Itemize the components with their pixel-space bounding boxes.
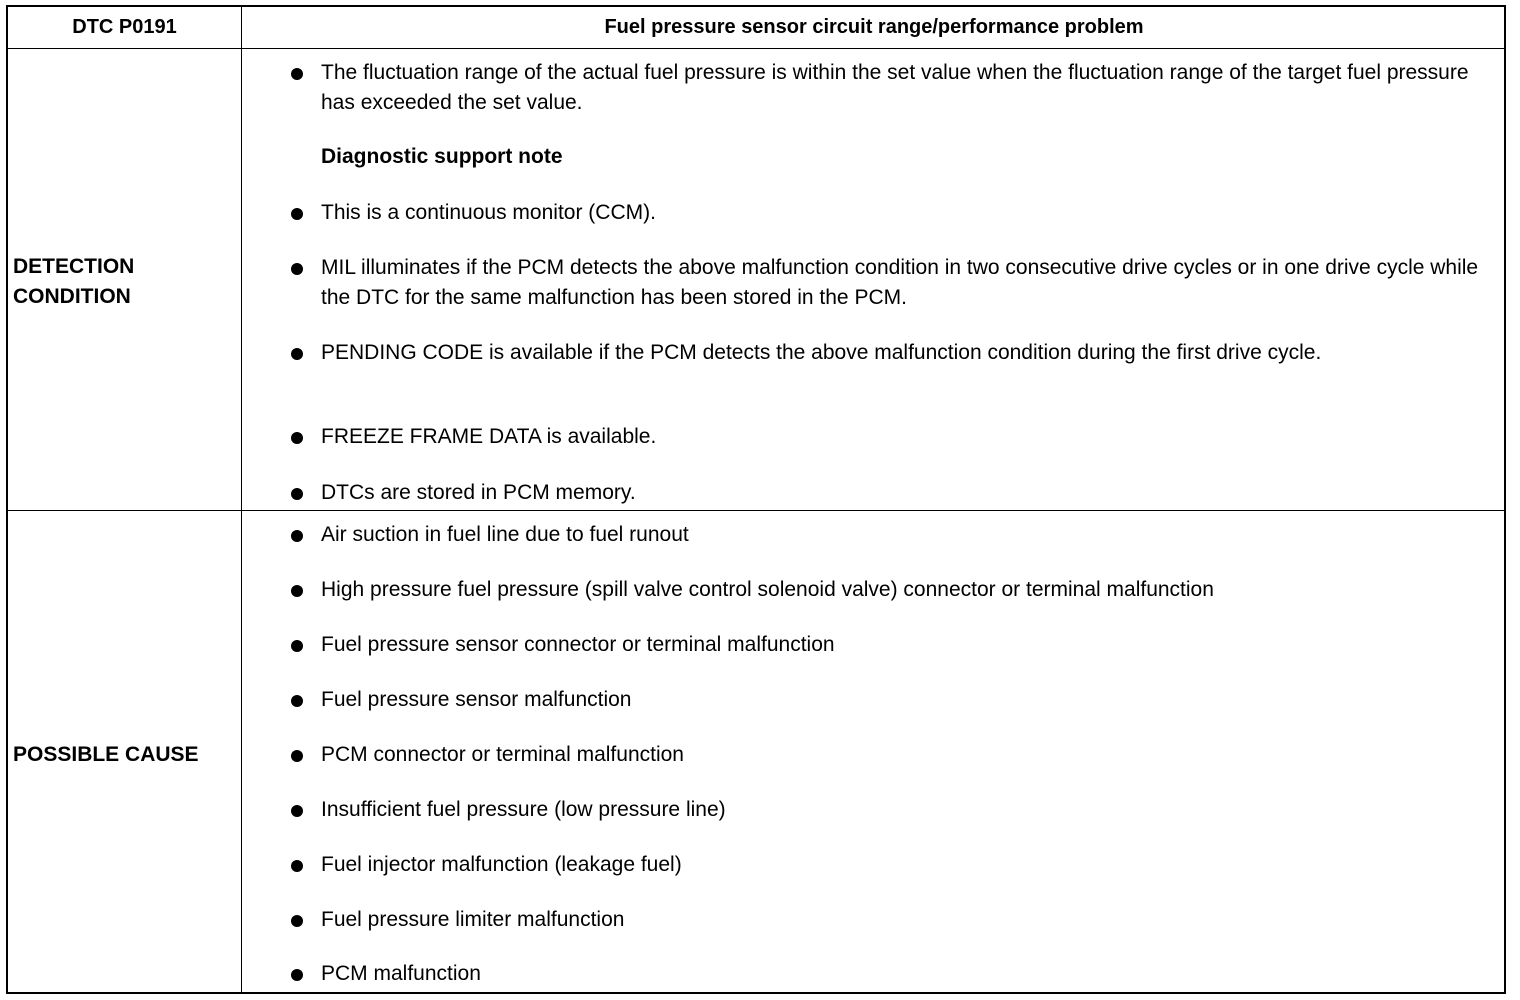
cause-item-text: PCM connector or terminal malfunction [321, 743, 684, 766]
dtc-table [6, 5, 1506, 994]
cause-item [321, 520, 1491, 550]
detection-item-text: FREEZE FRAME DATA is available. [321, 425, 657, 448]
detection-item [321, 338, 1491, 368]
bullet-icon [291, 348, 303, 360]
detection-item [321, 422, 1491, 452]
bullet-icon [291, 263, 303, 275]
detection-item-text: This is a continuous monitor (CCM). [321, 201, 656, 224]
dtc-title-header: Fuel pressure sensor circuit range/performance problem [604, 16, 1144, 38]
dtc-code-header: DTC P0191 [72, 16, 177, 38]
detection-label-line2: CONDITION [13, 285, 131, 308]
detection-item-text: MIL illuminates if the PCM detects the above malfunction condition in two consecutive drive cycles or in one drive cycle while the DTC for the same malfunction has been stored in the PCM. [321, 256, 1479, 309]
cause-item [321, 740, 1491, 770]
detection-item [321, 253, 1491, 313]
header-divider [8, 48, 1504, 49]
bullet-icon [291, 432, 303, 444]
bullet-icon [291, 969, 303, 981]
detection-item-text: The fluctuation range of the actual fuel pressure is within the set value when the fluctuation range of the target fuel pressure has exceeded the set value. [321, 61, 1469, 114]
cause-item-text: Air suction in fuel line due to fuel runout [321, 523, 689, 546]
cause-item-text: High pressure fuel pressure (spill valve control solenoid valve) connector or terminal malfunction [321, 578, 1214, 601]
detection-condition-label [13, 252, 134, 312]
cause-item [321, 959, 1491, 989]
cause-item-text: PCM malfunction [321, 962, 481, 985]
cause-item [321, 850, 1491, 880]
bullet-icon [291, 750, 303, 762]
bullet-icon [291, 585, 303, 597]
cause-item-text: Fuel injector malfunction (leakage fuel) [321, 853, 682, 876]
bullet-icon [291, 805, 303, 817]
bullet-icon [291, 640, 303, 652]
bullet-icon [291, 530, 303, 542]
bullet-icon [291, 915, 303, 927]
bullet-icon [291, 695, 303, 707]
detection-label-line1: DETECTION [13, 255, 135, 278]
bullet-icon [291, 488, 303, 500]
bullet-icon [291, 860, 303, 872]
detection-item [321, 478, 1491, 508]
detection-item [321, 58, 1491, 118]
cause-item [321, 575, 1491, 605]
detection-item [321, 198, 1491, 228]
bullet-icon [291, 208, 303, 220]
cause-item-text: Fuel pressure limiter malfunction [321, 908, 625, 931]
detection-item-text: PENDING CODE is available if the PCM detects the above malfunction condition during the first drive cycle. [321, 341, 1322, 364]
bullet-icon [291, 68, 303, 80]
cause-item [321, 630, 1491, 660]
possible-cause-label: POSSIBLE CAUSE [13, 743, 199, 766]
column-divider [241, 7, 242, 992]
detection-item-text: DTCs are stored in PCM memory. [321, 481, 636, 504]
row-divider [8, 510, 1504, 511]
cause-item [321, 905, 1491, 935]
cause-item [321, 685, 1491, 715]
cause-item-text: Fuel pressure sensor connector or terminal malfunction [321, 633, 835, 656]
cause-item-text: Insufficient fuel pressure (low pressure line) [321, 798, 726, 821]
cause-item [321, 795, 1491, 825]
diagnostic-support-note: Diagnostic support note [321, 145, 563, 168]
cause-item-text: Fuel pressure sensor malfunction [321, 688, 632, 711]
